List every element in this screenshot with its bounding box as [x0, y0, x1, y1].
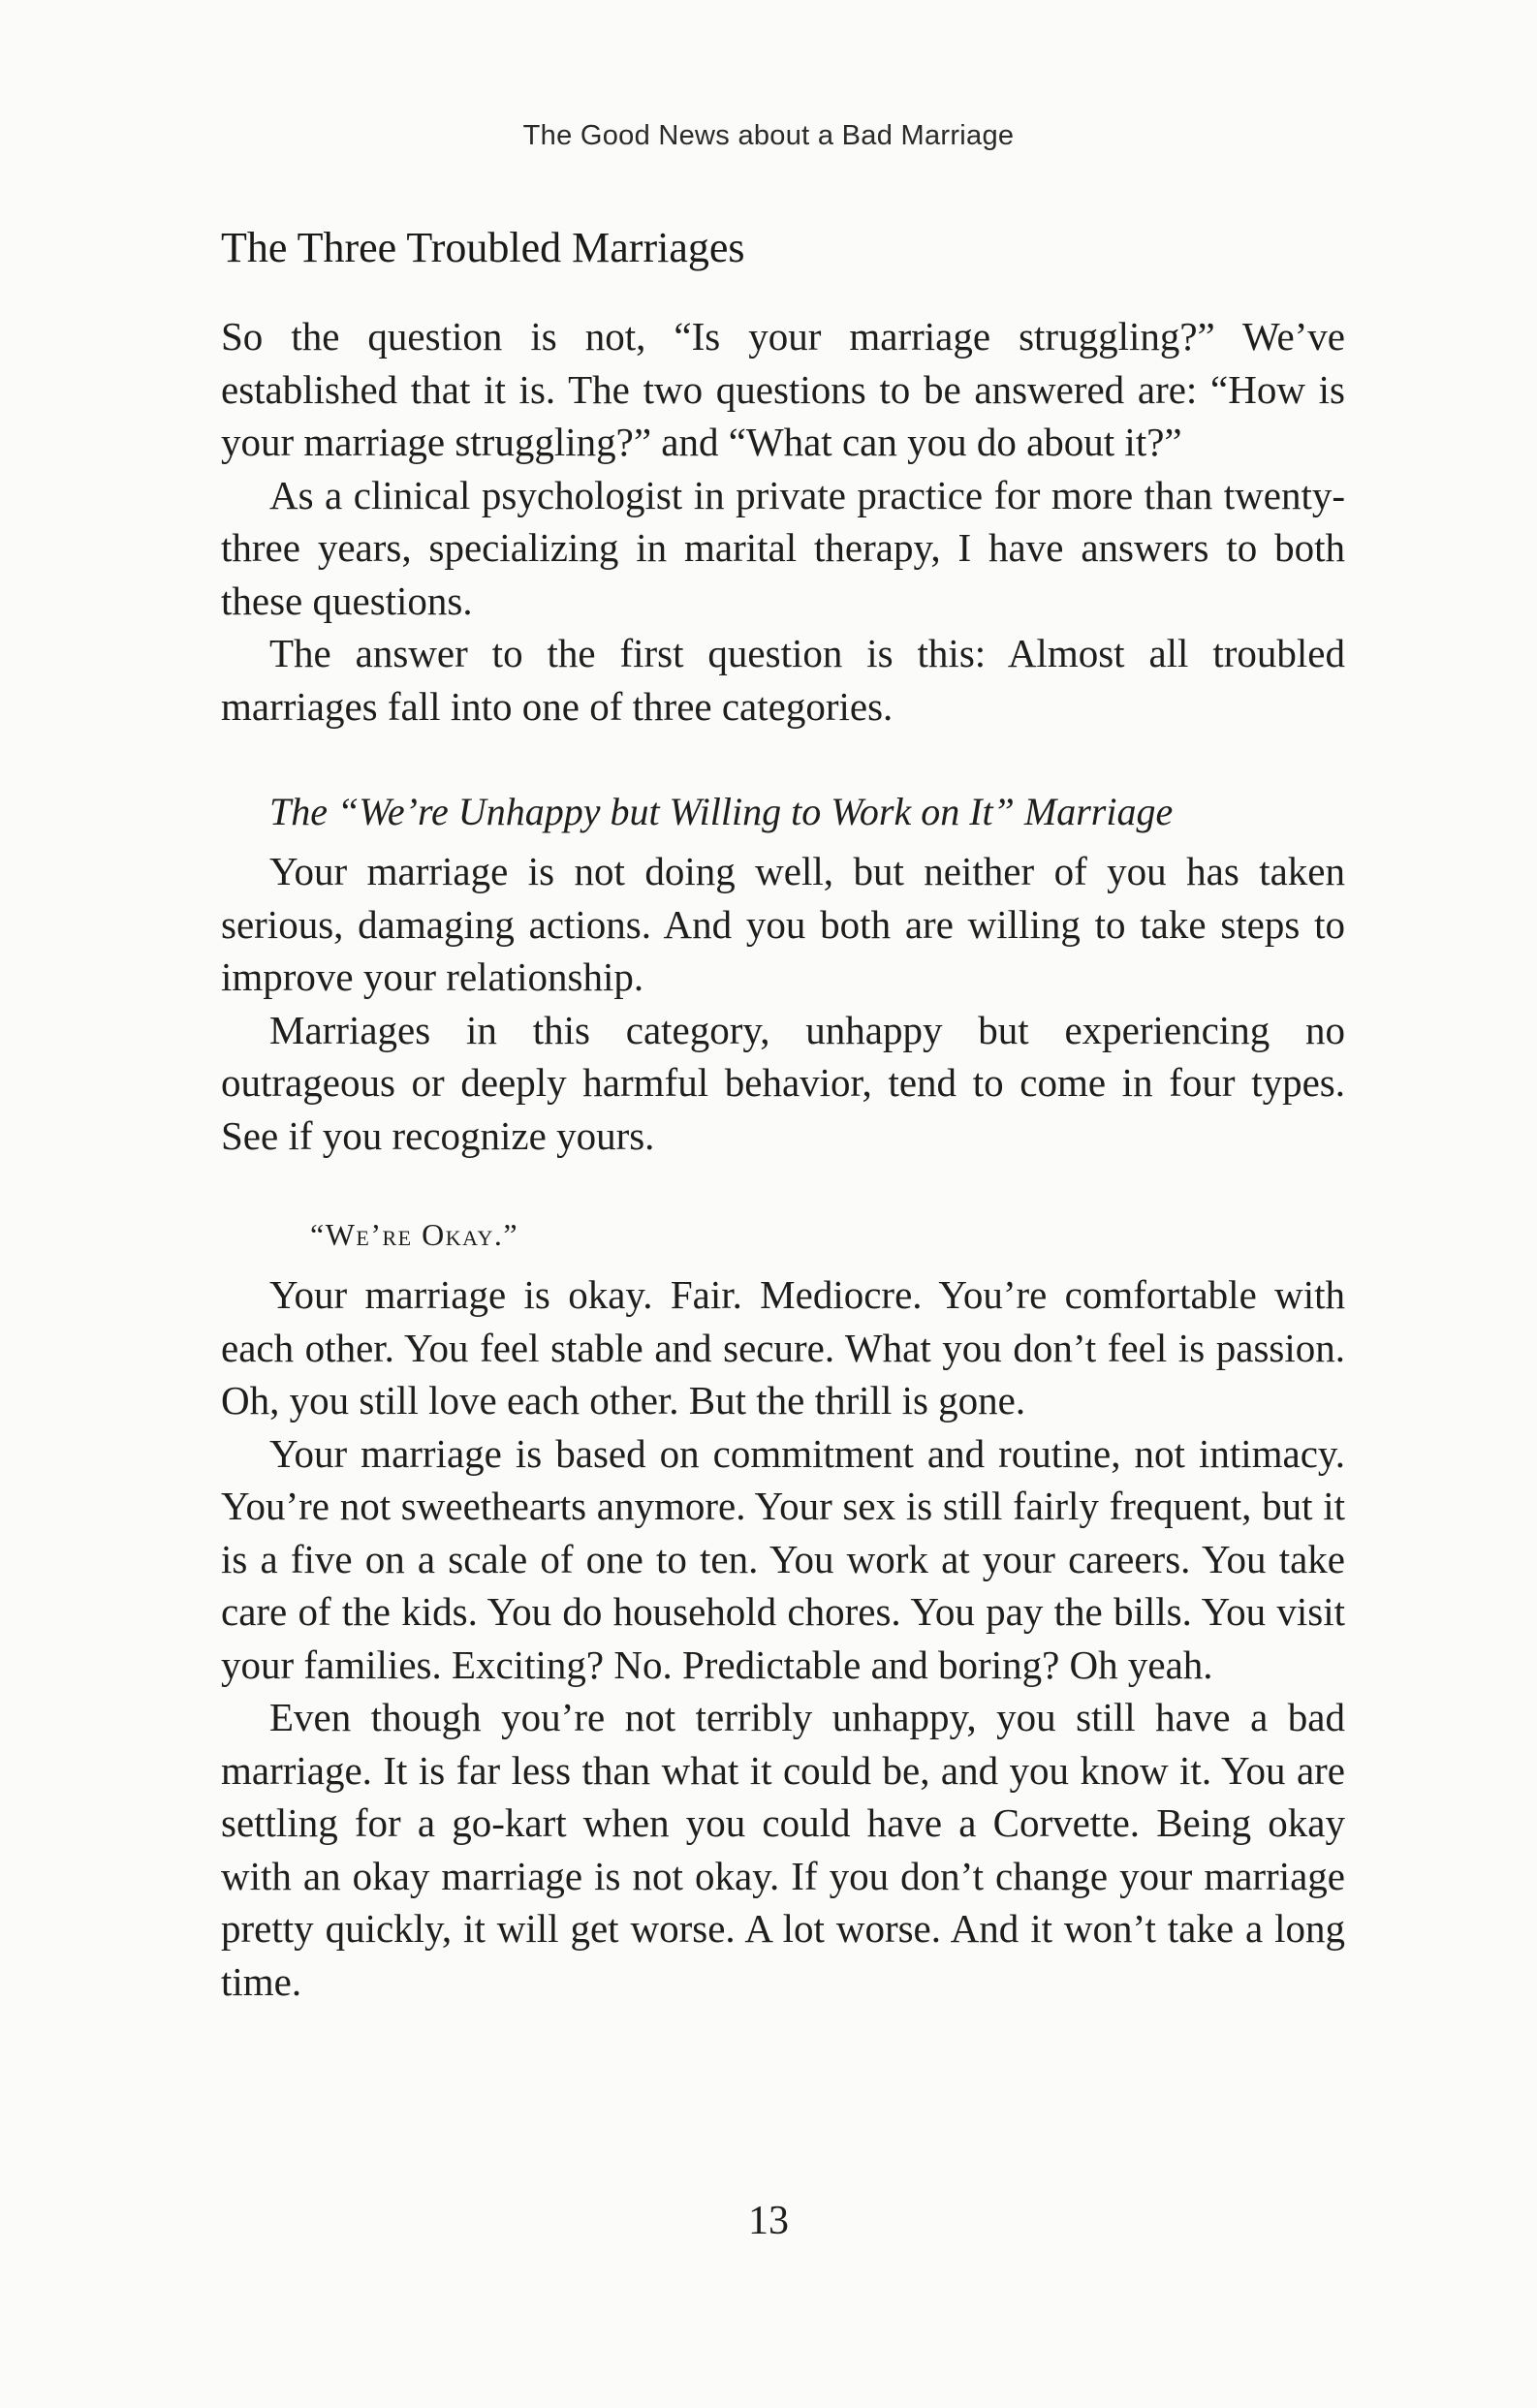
paragraph: Your marriage is not doing well, but neither of you has taken serious, damaging actions. And you both are willing to take steps to improve your relationship.	[221, 849, 1345, 999]
intro-section	[221, 310, 1345, 733]
chapter-heading: The Three Troubled Marriages	[221, 224, 745, 271]
paragraph: Marriages in this category, unhappy but experiencing no outrageous or deeply harmful behavior, tend to come in four types. See if you recognize yours.	[221, 1007, 1345, 1158]
paragraph: The answer to the first question is this: Almost all troubled marriages fall into one of three categories.	[221, 631, 1345, 729]
paragraph: As a clinical psychologist in private practice for more than twenty-three years, specializing in marital therapy, I have answers to both these questions.	[221, 472, 1345, 623]
subsection-body	[221, 1268, 1345, 2008]
paragraph: So the question is not, “Is your marriage struggling?” We’ve established that it is. The two questions to be answered are: “How is your marriage struggling?” and “What can you do about it?”	[221, 314, 1345, 464]
paragraph: Your marriage is based on commitment and routine, not intimacy. You’re not sweethearts anymore. Your sex is still fairly frequent, but it is a five on a scale of one to ten. You work at your careers. You take care of the kids. You do household chores. You pay the bills. You visit your families. Exciting? No. Predictable and boring? Oh yeah.	[221, 1430, 1345, 1687]
section-body	[221, 845, 1345, 1162]
subsection-heading: “We’re Okay.”	[310, 1217, 519, 1252]
page-content	[221, 221, 1345, 2008]
section-heading: The “We’re Unhappy but Willing to Work on It” Marriage	[269, 790, 1174, 833]
page-number: 13	[748, 2199, 789, 2243]
paragraph: Even though you’re not terribly unhappy, you still have a bad marriage. It is far less than what it could be, and you know it. You are settling for a go-kart when you could have a Corvette. Being okay with an okay marriage is not okay. If you don’t change your marriage pretty quickly, it will get worse. A lot worse. And it won’t take a long time.	[221, 1695, 1345, 2004]
running-head: The Good News about a Bad Marriage	[522, 120, 1015, 151]
paragraph: Your marriage is okay. Fair. Mediocre. You’re comfortable with each other. You feel stable and secure. What you don’t feel is passion. Oh, you still love each other. But the thrill is gone.	[221, 1272, 1345, 1423]
